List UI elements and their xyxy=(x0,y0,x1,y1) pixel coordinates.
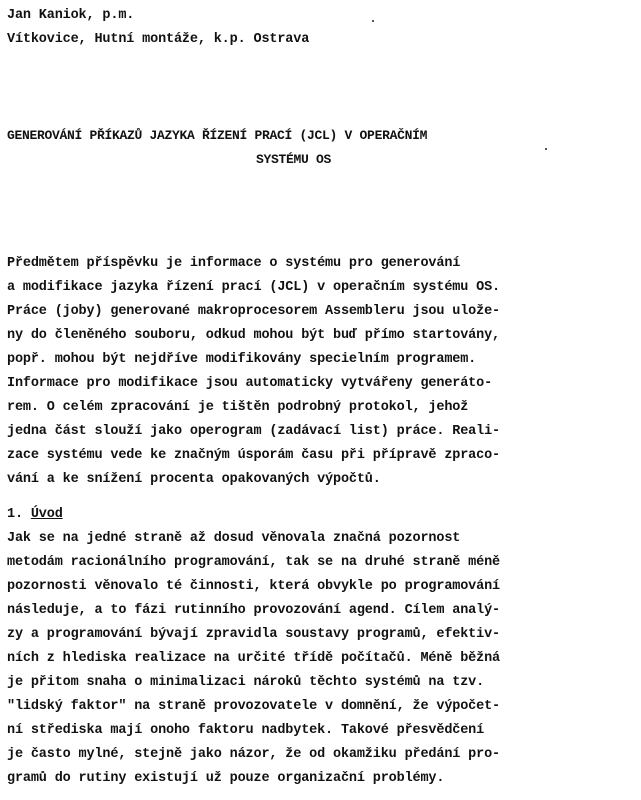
scan-speck xyxy=(372,20,374,22)
abstract-line: popř. mohou být nejdříve modifikovány specielním programem. xyxy=(7,352,477,367)
abstract-line: vání a ke snížení procenta opakovaných výpočtů. xyxy=(7,472,381,487)
abstract-line: zace systému vede ke značným úsporám času při přípravě zpraco- xyxy=(7,448,500,463)
section-number: 1. xyxy=(7,507,23,522)
abstract-line: ny do členěného souboru, odkud mohou být buď přímo startovány, xyxy=(7,328,500,343)
body-line: následuje, a to fázi rutinního provozování agend. Cílem analý- xyxy=(7,603,500,618)
abstract-line: rem. O celém zpracování je tištěn podrobný protokol, jehož xyxy=(7,400,469,415)
scan-speck xyxy=(545,148,547,150)
paper-title-line-1: GENEROVÁNÍ PŘÍKAZŮ JAZYKA ŘÍZENÍ PRACÍ (JCL) V OPERAČNÍM xyxy=(7,128,428,143)
body-line: gramů do rutiny existují už pouze organizační problémy. xyxy=(7,771,445,786)
body-line: ních z hlediska realizace na určité třídě počítačů. Méně běžná xyxy=(7,651,500,666)
body-line: je přitom snaha o minimalizaci nároků těchto systémů na tzv. xyxy=(7,675,485,690)
author-affiliation: Vítkovice, Hutní montáže, k.p. Ostrava xyxy=(7,32,310,47)
body-line: Jak se na jedné straně až dosud věnovala značná pozornost xyxy=(7,531,461,546)
abstract-line: jedna část slouží jako operogram (zadávací list) práce. Reali- xyxy=(7,424,500,439)
body-line: metodám racionálního programování, tak se na druhé straně méně xyxy=(7,555,500,570)
body-line: "lidský faktor" na straně provozovatele v domnění, že výpočet- xyxy=(7,699,500,714)
author-name: Jan Kaniok, p.m. xyxy=(7,8,135,23)
abstract-line: Práce (joby) generované makroprocesorem Assembleru jsou ulože- xyxy=(7,304,500,319)
section-heading xyxy=(7,507,63,523)
body-line: zy a programování bývají zpravidla soustavy programů, efektiv- xyxy=(7,627,500,642)
body-line: je často mylné, stejně jako názor, že od okamžiku předání pro- xyxy=(7,747,500,762)
paper-title-line-2: SYSTÉMU OS xyxy=(256,152,332,167)
abstract-line: Informace pro modifikace jsou automaticky vytvářeny generáto- xyxy=(7,376,493,391)
abstract-line: Předmětem příspěvku je informace o systému pro generování xyxy=(7,256,461,271)
section-title: Úvod xyxy=(30,507,63,522)
body-line: pozornosti věnovalo té činnosti, která obvykle po programování xyxy=(7,579,500,594)
body-line: ní střediska mají onoho faktoru nadbytek. Takové přesvědčení xyxy=(7,723,485,738)
abstract-line: a modifikace jazyka řízení prací (JCL) v operačním systému OS. xyxy=(7,280,500,295)
